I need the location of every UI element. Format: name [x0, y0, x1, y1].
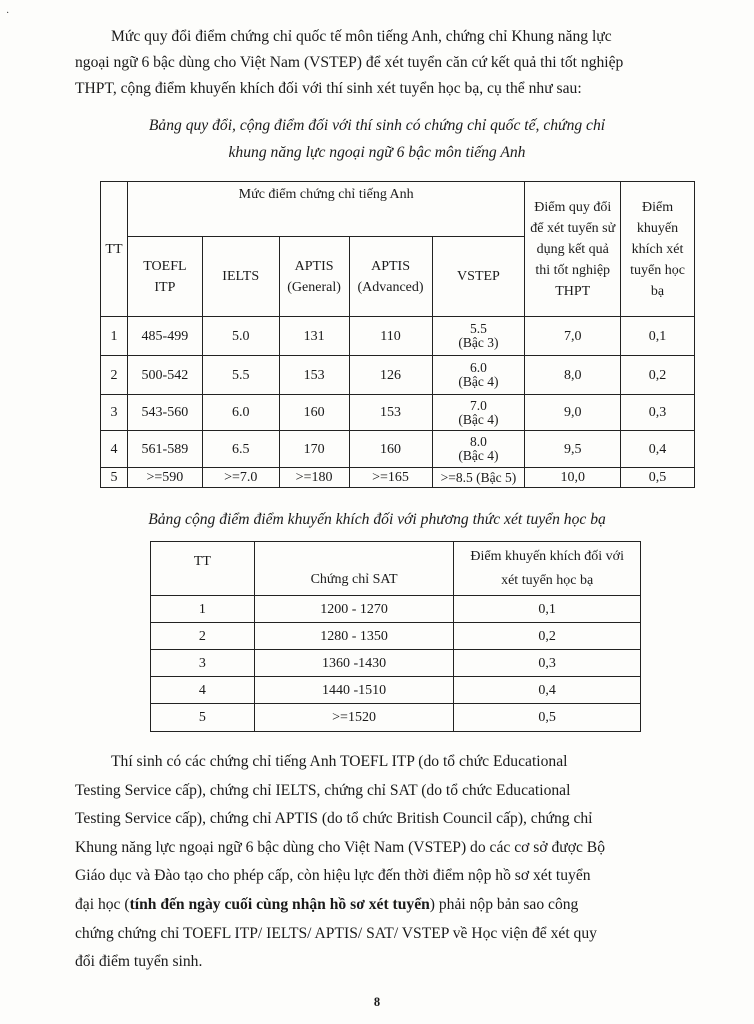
intro-paragraph — [75, 24, 712, 102]
cell-toefl: 543-560 — [127, 395, 202, 431]
table1-caption — [60, 112, 694, 166]
table-row — [101, 468, 695, 488]
vstep-score: 6.0 — [470, 360, 487, 375]
cell-toefl: 500-542 — [127, 356, 202, 395]
cell-bonus: 0,5 — [454, 704, 641, 732]
header-ielts: IELTS — [202, 237, 279, 317]
closing-text: ) phải nộp bản sao công — [429, 895, 579, 913]
table2-caption: Bảng cộng điểm điểm khuyến khích đối với phương thức xét tuyển học bạ — [148, 511, 606, 528]
cell-converted: 10,0 — [525, 468, 621, 488]
closing-line: đổi điểm tuyển sinh. — [75, 953, 203, 971]
cell-sat: 1280 - 1350 — [254, 623, 454, 650]
cell-tt: 2 — [151, 623, 255, 650]
cell-sat: >=1520 — [254, 704, 454, 732]
vstep-level: (Bậc 3) — [458, 335, 499, 350]
cell-converted: 9,5 — [525, 431, 621, 468]
header-tt: TT — [101, 182, 128, 317]
cell-converted: 8,0 — [525, 356, 621, 395]
closing-text: đại học ( — [75, 895, 130, 913]
cell-tt: 2 — [101, 356, 128, 395]
header-vstep: VSTEP — [432, 237, 525, 317]
closing-line: Testing Service cấp), chứng chỉ APTIS (do tổ chức British Council cấp), chứng chỉ — [75, 810, 593, 828]
cell-tt: 5 — [101, 468, 128, 488]
vstep-level: (Bậc 4) — [458, 411, 499, 427]
cell-ielts: 6.0 — [202, 395, 279, 431]
cell-aptis-advanced: 126 — [349, 356, 432, 395]
header-aptis-advanced: APTIS (Advanced) — [349, 237, 432, 317]
cell-converted: 9,0 — [525, 395, 621, 431]
closing-paragraph — [75, 748, 712, 977]
vstep-score: 5.5 — [470, 321, 487, 336]
cell-ielts: 5.5 — [202, 356, 279, 395]
vstep-score: 7.0 — [470, 397, 487, 413]
table-row — [151, 623, 641, 650]
cell-aptis-general: 131 — [279, 317, 349, 356]
header-converted: Điểm quy đổi để xét tuyển sử dụng kết quả thi tốt nghiệp THPT — [525, 182, 621, 317]
table-row — [151, 650, 641, 677]
vstep-level: (Bậc 4) — [458, 374, 499, 389]
cell-bonus: 0,1 — [621, 317, 695, 356]
table-row — [101, 317, 695, 356]
conversion-table — [100, 181, 695, 488]
cell-aptis-advanced: 160 — [349, 431, 432, 468]
cell-tt: 4 — [101, 431, 128, 468]
table1-caption-line: Bảng quy đổi, cộng điểm đối với thí sinh có chứng chỉ quốc tế, chứng chỉ — [148, 117, 606, 134]
cell-bonus: 0,1 — [454, 596, 641, 623]
cell-converted: 7,0 — [525, 317, 621, 356]
table1-caption-line: khung năng lực ngoại ngữ 6 bậc môn tiếng Anh — [228, 144, 526, 161]
cell-bonus: 0,3 — [621, 395, 695, 431]
closing-line: chứng chứng chỉ TOEFL ITP/ IELTS/ APTIS/ SAT/ VSTEP về Học viện để xét quy — [75, 924, 597, 942]
cell-toefl: 485-499 — [127, 317, 202, 356]
closing-line: Khung năng lực ngoại ngữ 6 bậc dùng cho Việt Nam (VSTEP) do các cơ sở được Bộ — [75, 838, 606, 856]
cell-aptis-general: 153 — [279, 356, 349, 395]
cell-aptis-advanced: 153 — [349, 395, 432, 431]
cell-vstep — [432, 356, 525, 395]
header-aptis-general: APTIS (General) — [279, 237, 349, 317]
cell-ielts: 6.5 — [202, 431, 279, 468]
header-toefl: TOEFL ITP — [127, 237, 202, 317]
closing-line: Thí sinh có các chứng chỉ tiếng Anh TOEFL ITP (do tổ chức Educational — [111, 753, 568, 770]
cell-aptis-general: 160 — [279, 395, 349, 431]
intro-line: THPT, cộng điểm khuyến khích đối với thí sinh xét tuyển học bạ, cụ thể như sau: — [75, 80, 582, 97]
cell-tt: 3 — [101, 395, 128, 431]
header-sat: Chứng chỉ SAT — [254, 542, 454, 596]
cell-toefl: 561-589 — [127, 431, 202, 468]
cell-aptis-advanced: >=165 — [349, 468, 432, 488]
cell-sat: 1200 - 1270 — [254, 596, 454, 623]
table-row — [101, 395, 695, 431]
cell-aptis-general: 170 — [279, 431, 349, 468]
table-row — [101, 431, 695, 468]
cell-vstep — [432, 317, 525, 356]
cell-tt: 5 — [151, 704, 255, 732]
cell-tt: 4 — [151, 677, 255, 704]
cell-ielts: >=7.0 — [202, 468, 279, 488]
sat-bonus-table — [150, 541, 641, 732]
cell-bonus: 0,5 — [621, 468, 695, 488]
intro-line: ngoại ngữ 6 bậc dùng cho Việt Nam (VSTEP) để xét tuyển căn cứ kết quả thi tốt nghiệp — [75, 54, 624, 71]
cell-ielts: 5.0 — [202, 317, 279, 356]
cell-vstep — [432, 431, 525, 468]
cell-sat: 1360 -1430 — [254, 650, 454, 677]
cell-bonus: 0,4 — [454, 677, 641, 704]
cell-toefl: >=590 — [127, 468, 202, 488]
cell-bonus: 0,2 — [621, 356, 695, 395]
cell-bonus: 0,2 — [454, 623, 641, 650]
closing-line: Testing Service cấp), chứng chỉ IELTS, chứng chỉ SAT (do tổ chức Educational — [75, 781, 571, 799]
intro-line: Mức quy đổi điểm chứng chỉ quốc tế môn tiếng Anh, chứng chỉ Khung năng lực — [111, 28, 612, 45]
cell-bonus: 0,4 — [621, 431, 695, 468]
header-bonus: Điểm khuyến khích đối với xét tuyển học bạ — [454, 542, 641, 596]
table-row — [151, 596, 641, 623]
header-bonus: Điểm khuyến khích xét tuyển học bạ — [621, 182, 695, 317]
closing-line: Giáo dục và Đào tạo cho phép cấp, còn hiệu lực đến thời điểm nộp hồ sơ xét tuyển — [75, 867, 591, 885]
cell-aptis-advanced: 110 — [349, 317, 432, 356]
page-number: 8 — [373, 995, 381, 1009]
cell-tt: 1 — [151, 596, 255, 623]
closing-emphasis: tính đến ngày cuối cùng nhận hồ sơ xét tuyển — [129, 895, 430, 913]
cell-tt: 3 — [151, 650, 255, 677]
cell-tt: 1 — [101, 317, 128, 356]
vstep-level: (Bậc 4) — [458, 448, 499, 463]
header-cert-group: Mức điểm chứng chỉ tiếng Anh — [127, 182, 524, 237]
vstep-score: 8.0 — [470, 434, 487, 449]
header-tt: TT — [151, 542, 255, 596]
cell-aptis-general: >=180 — [279, 468, 349, 488]
cell-vstep: >=8.5 (Bậc 5) — [432, 468, 525, 488]
closing-line — [75, 891, 712, 920]
table-row — [151, 677, 641, 704]
scan-mark: · — [6, 8, 10, 19]
table-row — [151, 704, 641, 732]
cell-bonus: 0,3 — [454, 650, 641, 677]
cell-vstep — [432, 395, 525, 431]
cell-sat: 1440 -1510 — [254, 677, 454, 704]
table-row — [101, 356, 695, 395]
